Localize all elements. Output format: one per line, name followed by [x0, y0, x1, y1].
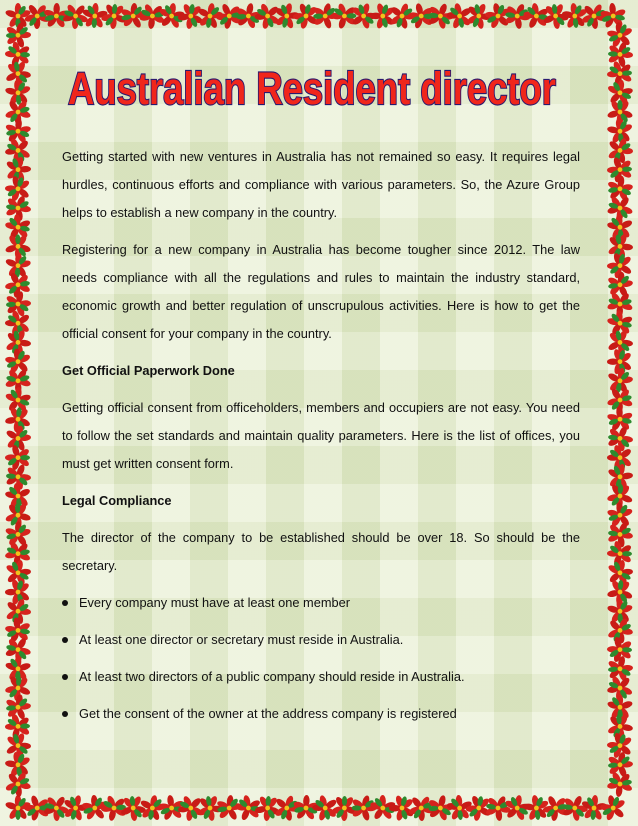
poinsettia-flower-icon — [605, 173, 635, 204]
poinsettia-flower-icon — [137, 1, 167, 32]
list-item — [62, 626, 580, 654]
poinsettia-flower-icon — [481, 791, 515, 826]
intro-paragraph: Getting started with new ventures in Australia has not remained so easy. It requires legal hurdles, continuous efforts and compliance with various parameters. So, the Azure Group helps to establish a new company in the country. — [62, 149, 580, 220]
requirements-list — [62, 589, 580, 728]
section-heading-legal: Legal Compliance — [62, 493, 172, 508]
bullet-icon — [62, 674, 68, 680]
poinsettia-flower-icon — [605, 366, 636, 396]
list-item-text: At least one director or secretary must reside in Australia. — [79, 632, 404, 647]
list-item-text: At least two directors of a public company should reside in Australia. — [79, 669, 465, 684]
poinsettia-flower-icon — [3, 750, 34, 780]
poinsettia-flower-icon — [100, 794, 128, 823]
director-age-paragraph: The director of the company to be established should be over 18. So should be the secretary. — [62, 530, 580, 573]
poinsettia-flower-icon — [596, 791, 631, 825]
poinsettia-flower-icon — [606, 654, 634, 683]
poinsettia-flower-icon — [331, 2, 357, 29]
poinsettia-flower-icon — [366, 0, 399, 32]
page-title — [64, 52, 564, 122]
bullet-icon — [62, 600, 68, 606]
poinsettia-flower-icon — [606, 598, 634, 624]
poinsettia-flower-icon — [4, 252, 32, 279]
list-item-text: Every company must have at least one member — [79, 595, 350, 610]
poinsettia-flower-icon — [605, 769, 635, 800]
list-item-text: Get the consent of the owner at the address company is registered — [79, 706, 457, 721]
page-title-text: Australian Resident director — [68, 63, 556, 114]
list-item — [62, 663, 580, 691]
poinsettia-flower-icon — [561, 793, 589, 823]
poinsettia-flower-icon — [521, 1, 550, 31]
registration-paragraph: Registering for a new company in Australia has become tougher since 2012. The law needs compliance with all the regulations and rules to maintain the industry standard, economic growth and better regulation of unscrupulous activities. Here is how to get the official consent for your company in the country. — [62, 242, 580, 341]
poinsettia-flower-icon — [4, 79, 33, 107]
section-heading-paperwork: Get Official Paperwork Done — [62, 363, 235, 378]
list-item — [62, 700, 580, 728]
consent-paragraph: Getting official consent from officeholders, members and occupiers are not easy. You need to follow the set standards and maintain quality parameters. Here is the list of offices, you must get written consent form. — [62, 400, 580, 471]
poinsettia-flower-icon — [605, 117, 635, 145]
list-item — [62, 589, 580, 617]
poinsettia-flower-icon — [0, 344, 36, 379]
document-body — [62, 143, 580, 728]
bullet-icon — [62, 711, 68, 717]
poinsettia-flower-icon — [5, 3, 32, 28]
bullet-icon — [62, 637, 68, 643]
poinsettia-flower-icon — [250, 0, 286, 34]
poinsettia-flower-icon — [3, 115, 34, 147]
poinsettia-flower-icon — [560, 1, 590, 29]
